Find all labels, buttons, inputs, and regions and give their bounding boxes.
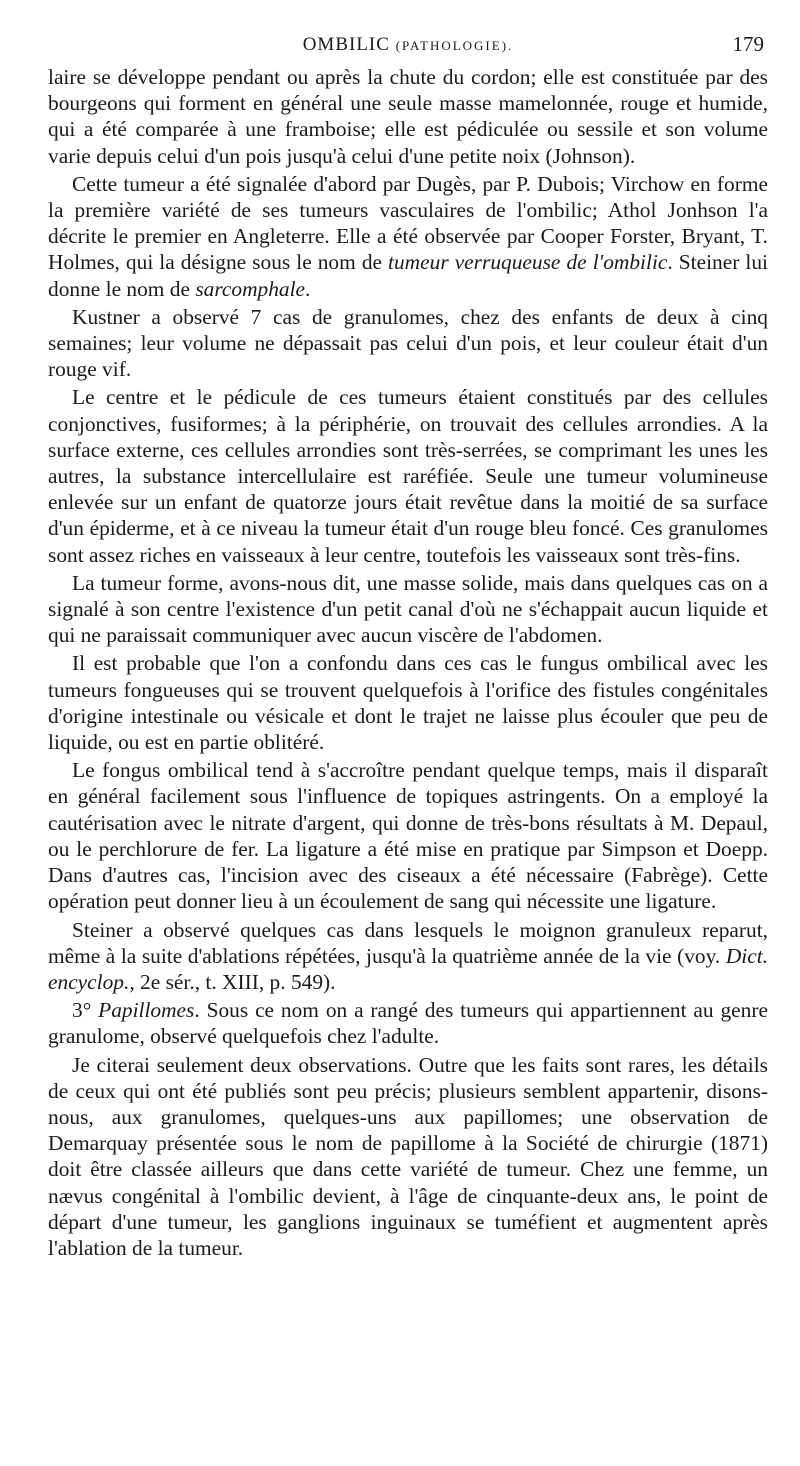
text-run: laire se développe pendant ou après la chute du cordon; elle est constituée par des bourgeons qui forment en général une seule masse mamelonnée, rouge et humide, qui a été comparée à une framboise; elle est pédiculée ou sessile et son volume varie depuis celui d'un pois jusqu'à celui d'une petite noix (Johnson).	[48, 65, 768, 168]
text-run: Il est probable que l'on a confondu dans ces cas le fungus ombilical avec les tumeurs fongueuses qui se trouvent quelquefois à l'orifice des fistules congénitales d'origine intestinale ou vésicale et dont le trajet ne laisse plus écouler que peu de liquide, ou est en partie oblitéré.	[48, 651, 768, 755]
text-run: Cette tumeur a été signalée d'abord par Dugès, par P. Dubois; Virchow en forme la première variété de ses tumeurs vasculaires de l'ombilic; Athol Jonhson l'a décrite le premier en Angleterre. Elle a été observée par Cooper Forster, Bryant, T. Holmes, qui la désigne sous le nom de	[48, 171, 768, 275]
paragraph-3	[48, 304, 768, 383]
paragraph-6	[48, 650, 768, 755]
text-run: Le centre et le pédicule de ces tumeurs étaient constitués par des cellules conjonctives, fusiformes; à la périphérie, on trouvait des cellules arrondies. A la surface externe, ces cellules arrondies sont très-serrées, se comprimant les unes les autres, la substance intercellulaire est raréfiée. Seule une tumeur volumineuse enlevée sur un enfant de quatorze jours était revêtue dans la moitié de sa surface d'un épiderme, et à ce niveau la tumeur était d'un rouge bleu foncé. Ces granulomes sont assez riches en vaisseaux à leur centre, toutefois les vaisseaux sont très-fins.	[48, 385, 768, 567]
running-title-main: OMBILIC	[302, 34, 390, 55]
body-text	[48, 64, 768, 1261]
paragraph-5	[48, 570, 768, 649]
text-run: Steiner a observé quelques cas dans lesquels le moignon granuleux reparut, même à la suite d'ablations répétées, jusqu'à la quatrième année de la vie (voy.	[48, 917, 768, 968]
running-head	[48, 30, 768, 62]
text-run: .	[305, 276, 311, 301]
text-run: Le fongus ombilical tend à s'accroître pendant quelque temps, mais il disparaît en général facilement sous l'influence de topiques astringents. On a employé la cautérisation avec le nitrate d'argent, qui donne de très-bons résultats à M. Depaul, ou le perchlorure de fer. La ligature a été mise en pratique par Simpson et Doepp. Dans d'autres cas, l'incision avec des ciseaux a été nécessaire (Fabrège). Cette opération peut donner lieu à un écoulement de sang qui nécessite une ligature.	[48, 758, 768, 914]
italic-text: Dict. encyclop.	[48, 943, 768, 994]
paragraph-7	[48, 757, 768, 914]
paragraph-9	[48, 997, 768, 1049]
italic-text: Papillomes	[98, 998, 195, 1023]
page-number: 179	[732, 32, 764, 56]
italic-text: sarcomphale	[195, 276, 306, 301]
paragraph-4	[48, 384, 768, 567]
text-run: . Steiner lui donne le nom de	[48, 250, 768, 301]
text-run: , 2e sér., t. XIII, p. 549).	[129, 969, 336, 994]
paragraph-10	[48, 1052, 768, 1262]
text-run: . Sous ce nom on a rangé des tumeurs qui appartiennent au genre granulome, observé quelquefois chez l'adulte.	[48, 998, 768, 1049]
paragraph-2	[48, 171, 768, 302]
running-title	[48, 34, 768, 56]
text-run: La tumeur forme, avons-nous dit, une masse solide, mais dans quelques cas on a signalé à son centre l'existence d'un petit canal d'où ne s'échappait aucun liquide et qui ne paraissait communiquer avec aucun viscère de l'abdomen.	[48, 570, 768, 648]
text-run: Je citerai seulement deux observations. Outre que les faits sont rares, les détails de ceux qui ont été publiés sont peu précis; plusieurs semblent appartenir, disons-nous, aux granulomes, quelques-uns aux papillomes; une observation de Demarquay présentée sous le nom de papillome à la Société de chirurgie (1871) doit être classée ailleurs que dans cette variété de tumeur. Chez une femme, un nævus congénital à l'ombilic devient, à l'âge de cinquante-deux ans, le point de départ d'une tumeur, les ganglions inguinaux se tuméfient et augmentent après l'ablation de la tumeur.	[48, 1052, 768, 1260]
text-run: 3°	[72, 998, 99, 1023]
running-title-sub: (PATHOLOGIE).	[395, 38, 514, 53]
paragraph-1	[48, 64, 768, 169]
italic-text: tumeur verruqueuse de l'ombilic	[388, 250, 668, 275]
paragraph-8	[48, 917, 768, 996]
text-run: Kustner a observé 7 cas de granulomes, chez des enfants de deux à cinq semaines; leur volume ne dépassait pas celui d'un pois, et leur couleur était d'un rouge vif.	[48, 304, 768, 382]
